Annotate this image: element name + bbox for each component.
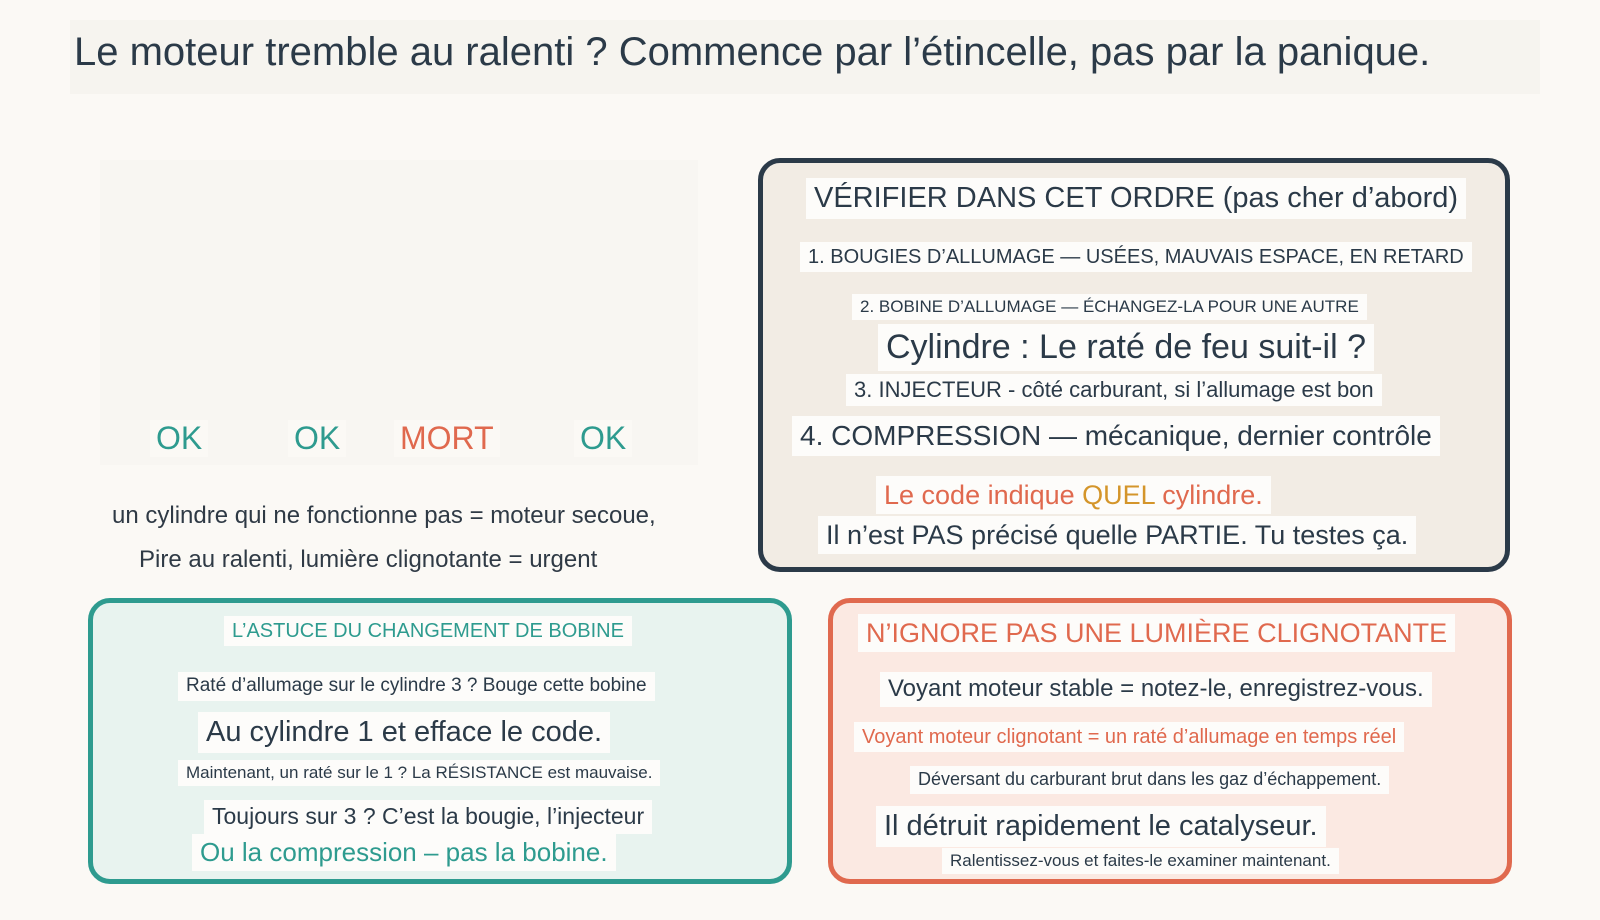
code-indicates-note [876,476,1271,514]
warn-line-5: Ralentissez-vous et faites-le examiner maintenant. [942,848,1339,874]
warn-line-4: Il détruit rapidement le catalyseur. [876,806,1326,847]
check-step-2: 2. BOBINE D’ALLUMAGE — ÉCHANGEZ-LA POUR UNE AUTRE [852,294,1367,320]
cylinder-3-status: MORT [394,420,500,457]
coil-swap-heading: L’ASTUCE DU CHANGEMENT DE BOBINE [224,616,632,646]
check-step-3: 3. INJECTEUR - côté carburant, si l’allumage est bon [846,374,1382,406]
code-note-suffix: cylindre. [1154,480,1263,510]
coil-line-3: Maintenant, un raté sur le 1 ? La RÉSISTANCE est mauvaise. [178,760,660,786]
page-title: Le moteur tremble au ralenti ? Commence par l’étincelle, pas par la panique. [74,30,1431,74]
coil-line-4: Toujours sur 3 ? C’est la bougie, l’injecteur [204,800,652,834]
warn-line-3: Déversant du carburant brut dans les gaz d’échappement. [910,766,1389,794]
code-note-prefix: Le code indique [884,480,1083,510]
flashing-light-heading: N’IGNORE PAS UNE LUMIÈRE CLIGNOTANTE [858,614,1455,652]
caption-line-2: Pire au ralenti, lumière clignotante = urgent [139,546,598,573]
code-note-emphasis: QUEL [1082,480,1155,510]
code-part-note: Il n’est PAS précisé quelle PARTIE. Tu testes ça. [818,516,1416,554]
check-step-4: 4. COMPRESSION — mécanique, dernier contrôle [792,416,1440,456]
warn-line-2: Voyant moteur clignotant = un raté d’allumage en temps réel [854,722,1404,752]
check-step-1: 1. BOUGIES D’ALLUMAGE — USÉES, MAUVAIS ESPACE, EN RETARD [800,242,1472,272]
check-order-heading: VÉRIFIER DANS CET ORDRE (pas cher d’abord) [806,178,1466,219]
warn-line-1: Voyant moteur stable = notez-le, enregistrez-vous. [880,672,1432,707]
caption-line-1: un cylindre qui ne fonctionne pas = moteur secoue, [112,502,656,529]
coil-line-5: Ou la compression – pas la bobine. [192,834,616,871]
coil-line-2: Au cylindre 1 et efface le code. [198,712,610,753]
cylinder-1-status: OK [150,420,208,457]
cylinder-2-status: OK [288,420,346,457]
misfire-follow-question: Cylindre : Le raté de feu suit-il ? [878,324,1374,371]
cylinder-4-status: OK [574,420,632,457]
coil-line-1: Raté d’allumage sur le cylindre 3 ? Bouge cette bobine [178,672,655,701]
